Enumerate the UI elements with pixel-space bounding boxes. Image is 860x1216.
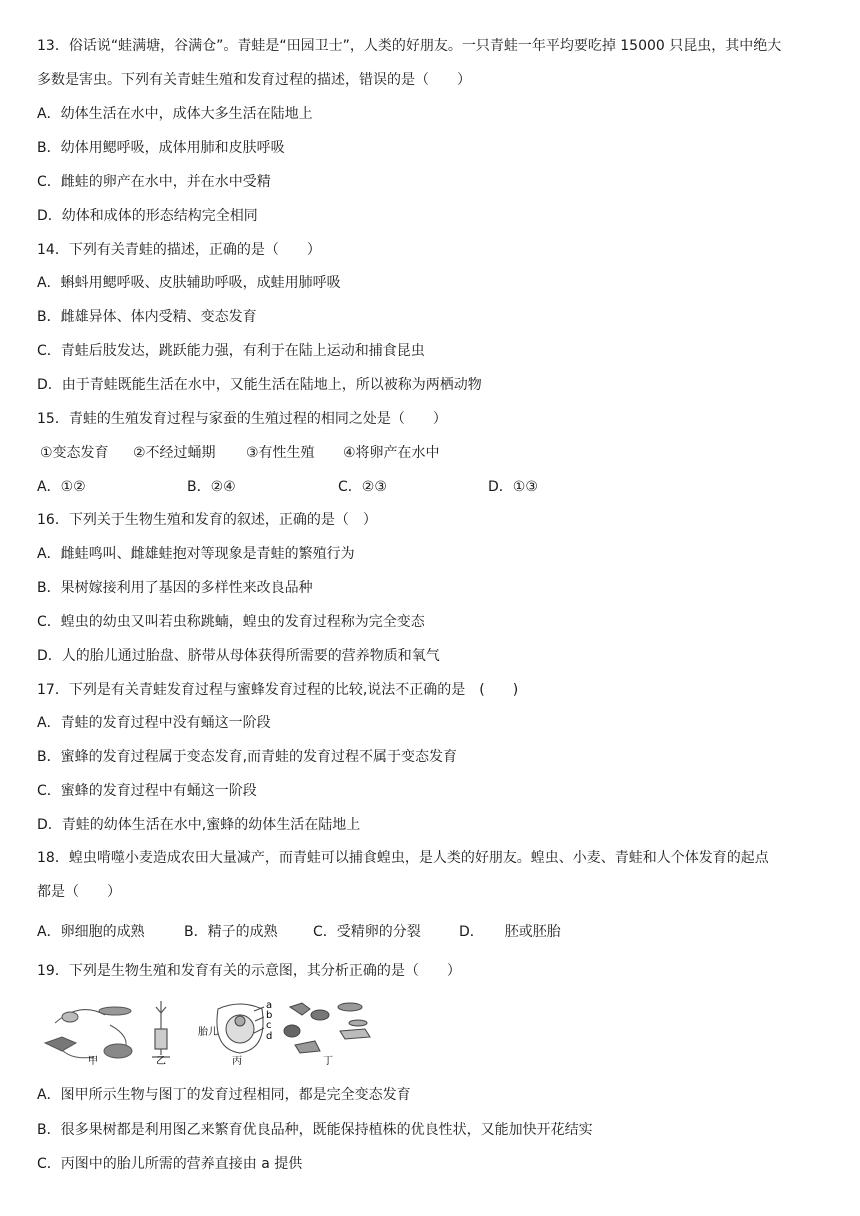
figure-label-bing: 丙	[232, 1056, 242, 1067]
q17-option-a: A．青蛙的发育过程中没有蛹这一阶段	[37, 715, 271, 731]
figure-ding-frog-development	[284, 1003, 370, 1053]
q13-stem-line1: 13．俗话说“蛙满塘，谷满仓”。青蛙是“田园卫士”，人类的好朋友。一只青蛙一年平均要吃掉 15000 只昆虫，其中绝大	[37, 38, 782, 54]
q14-stem: 14．下列有关青蛙的描述，正确的是（ ）	[37, 242, 321, 258]
figure-bing-fetus	[217, 1004, 264, 1053]
q14-option-d: D．由于青蛙既能生活在水中，又能生活在陆地上，所以被称为两栖动物	[37, 377, 482, 393]
figure-label-jia: 甲	[88, 1056, 98, 1067]
q15-option-c: C．②③	[338, 479, 387, 495]
q16-option-a: A．雌蛙鸣叫、雌雄蛙抱对等现象是青蛙的繁殖行为	[37, 546, 355, 562]
figure-label-b: b	[266, 1010, 273, 1021]
figure-yi-grafting	[152, 1001, 170, 1057]
q13-option-a: A．幼体生活在水中，成体大多生活在陆地上	[37, 106, 313, 122]
q13-stem-line2: 多数是害虫。下列有关青蛙生殖和发育过程的描述，错误的是（ ）	[37, 72, 471, 88]
figure-label-fetus: 胎儿	[198, 1027, 218, 1038]
q13-option-c: C．雌蛙的卵产在水中，并在水中受精	[37, 174, 271, 190]
q16-stem: 16．下列关于生物生殖和发育的叙述，正确的是（ ）	[37, 512, 377, 528]
q14-option-c: C．青蛙后肢发达，跳跃能力强，有利于在陆上运动和捕食昆虫	[37, 343, 425, 359]
q15-item-3: ③有性生殖	[246, 445, 315, 461]
q18-option-b: B．精子的成熟	[184, 924, 278, 940]
q13-option-b: B．幼体用鳃呼吸，成体用肺和皮肤呼吸	[37, 140, 285, 156]
q18-option-c: C．受精卵的分裂	[313, 924, 421, 940]
figure-jia-silkworm-cycle	[45, 1007, 132, 1058]
q19-option-a: A．图甲所示生物与图丁的发育过程相同，都是完全变态发育	[37, 1087, 411, 1103]
q17-option-b: B．蜜蜂的发育过程属于变态发育,而青蛙的发育过程不属于变态发育	[37, 749, 458, 765]
q19-figure	[40, 995, 390, 1067]
q15-item-1: ①变态发育	[40, 445, 109, 461]
q15-item-2: ②不经过蛹期	[133, 445, 216, 461]
q15-item-4: ④将卵产在水中	[343, 445, 440, 461]
q14-option-a: A．蝌蚪用鳃呼吸、皮肤辅助呼吸，成蛙用肺呼吸	[37, 275, 341, 291]
q13-option-d: D．幼体和成体的形态结构完全相同	[37, 208, 258, 224]
q18-option-d: D． 胚或胚胎	[459, 924, 561, 940]
q16-option-c: C．蝗虫的幼虫又叫若虫称跳蝻，蝗虫的发育过程称为完全变态	[37, 614, 425, 630]
q16-option-b: B．果树嫁接利用了基因的多样性来改良品种	[37, 580, 313, 596]
q18-options-row	[37, 922, 837, 942]
q15-option-a: A．①②	[37, 479, 86, 495]
q19-option-b: B．很多果树都是利用图乙来繁育优良品种，既能保持植株的优良性状，又能加快开花结实	[37, 1122, 593, 1138]
q19-stem: 19．下列是生物生殖和发育有关的示意图，其分析正确的是（ ）	[37, 963, 461, 979]
q18-stem-line2: 都是（ ）	[37, 884, 121, 900]
q15-option-b: B．②④	[187, 479, 236, 495]
q15-stem: 15．青蛙的生殖发育过程与家蚕的生殖过程的相同之处是（ ）	[37, 411, 447, 427]
figure-label-ding: 丁	[323, 1056, 333, 1067]
q17-option-c: C．蜜蜂的发育过程中有蛹这一阶段	[37, 783, 257, 799]
figure-label-yi: 乙	[156, 1056, 166, 1067]
q18-option-a: A．卵细胞的成熟	[37, 924, 145, 940]
q18-stem-line1: 18．蝗虫啃噬小麦造成农田大量减产，而青蛙可以捕食蝗虫，是人类的好朋友。蝗虫、小麦、青蛙和人个体发育的起点	[37, 850, 769, 866]
figure-label-d: d	[266, 1031, 273, 1042]
figure-label-c: c	[266, 1020, 272, 1031]
q15-option-d: D．①③	[488, 479, 538, 495]
q19-option-c: C．丙图中的胎儿所需的营养直接由 a 提供	[37, 1156, 303, 1172]
q15-options-row	[37, 477, 837, 497]
q17-stem: 17．下列是有关青蛙发育过程与蜜蜂发育过程的比较,说法不正确的是 ( )	[37, 682, 519, 698]
q14-option-b: B．雌雄异体、体内受精、变态发育	[37, 309, 257, 325]
q15-items-row	[37, 443, 837, 463]
figure-label-a: a	[266, 1000, 273, 1011]
q17-option-d: D．青蛙的幼体生活在水中,蜜蜂的幼体生活在陆地上	[37, 817, 361, 833]
q16-option-d: D．人的胎儿通过胎盘、脐带从母体获得所需要的营养物质和氧气	[37, 648, 440, 664]
